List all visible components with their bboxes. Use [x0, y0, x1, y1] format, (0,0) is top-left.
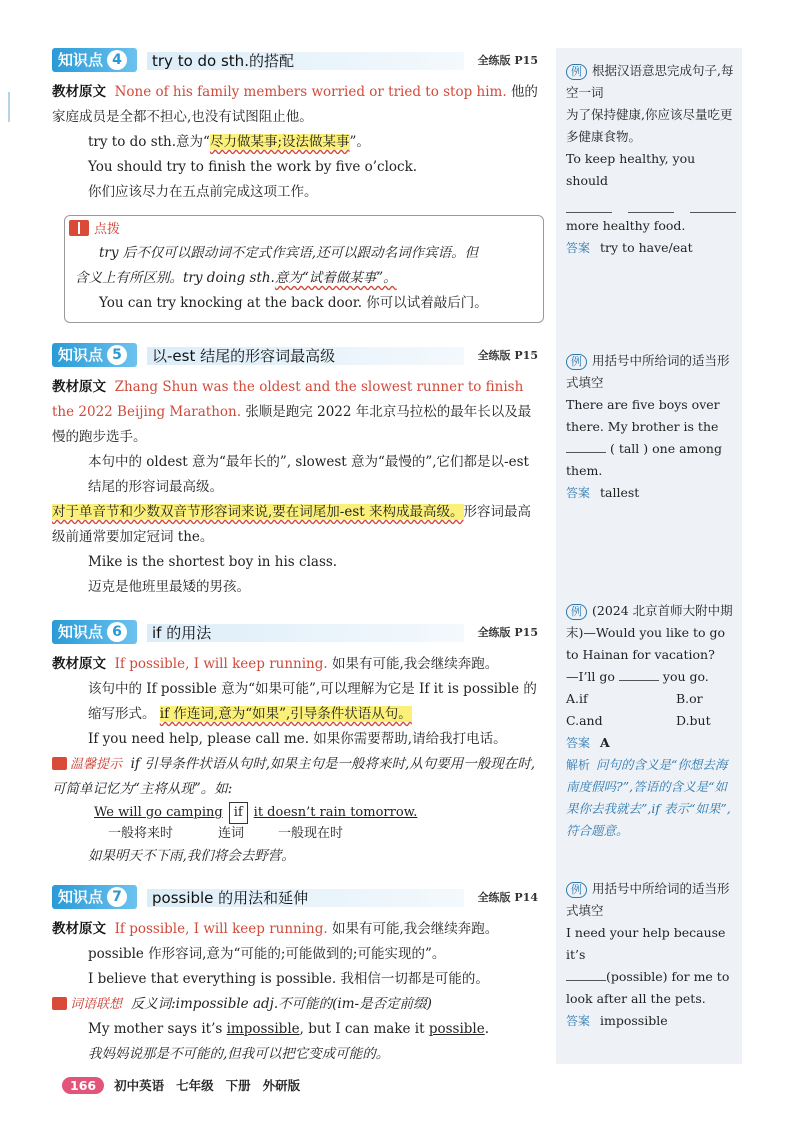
- example-text: more healthy food.: [566, 218, 686, 233]
- footer-subject: 初中英语: [114, 1078, 165, 1093]
- example-text: There are five boys over there. My brother is the: [566, 397, 720, 434]
- example-question: 根据汉语意思完成句子,每空一词: [566, 63, 734, 100]
- answer-label: 答案: [566, 736, 591, 750]
- kp-label: 知识点: [58, 888, 104, 906]
- text: 该句中的 If possible 意为“如果可能”,可以理解为它是 If it is possible 的缩写形式。: [88, 681, 537, 722]
- explanation: 本句中的 oldest 意为“最年长的”, slowest 意为“最慢的”,它们都是以-est 结尾的形容词最高级。: [88, 454, 529, 495]
- kp-badge: [52, 48, 137, 72]
- text: My mother says it’s: [88, 1021, 227, 1037]
- text: .: [484, 1021, 490, 1037]
- example-text: you go.: [662, 669, 709, 684]
- textbook-label: 教材原文: [52, 921, 106, 937]
- textbook-label: 教材原文: [52, 379, 106, 395]
- explanation: [52, 500, 544, 550]
- footer-edition: 外研版: [262, 1078, 301, 1093]
- textbook-original: [52, 652, 544, 677]
- kp-label: 知识点: [58, 51, 104, 69]
- example-chinese: 我妈妈说那是不可能的,但我可以把它变成可能的。: [88, 1046, 390, 1062]
- ref-page: P15: [514, 54, 538, 67]
- kp-number: 4: [107, 50, 127, 70]
- ref-page: P15: [514, 349, 538, 362]
- kp-header: [52, 343, 544, 369]
- option-b: B.or: [676, 691, 703, 706]
- explanation: [52, 130, 544, 155]
- example-text: (possible) for me to look after all the pets.: [566, 969, 730, 1006]
- original-chinese: 他的家庭成员是全都不担心,也没有试图阻止他。: [52, 84, 538, 125]
- answer-blank: [566, 438, 606, 453]
- main-column: [52, 48, 544, 1067]
- example-sentence: If you need help, please call me. 如果你需要帮助,请给我打电话。: [88, 731, 507, 747]
- answer-label: 答案: [566, 1014, 591, 1028]
- ref-prefix: 全练版: [477, 891, 511, 904]
- example-3: [566, 600, 736, 842]
- text: 意为“试着做某事”。: [274, 270, 397, 286]
- explanation-label: 解析: [566, 758, 591, 772]
- example-4: [566, 878, 736, 1032]
- knowledge-point-6: [52, 620, 544, 869]
- option-d: D.but: [676, 713, 711, 728]
- example-2: [566, 350, 736, 504]
- highlight: if 作连词,意为“如果”,引导条件状语从句。: [159, 706, 412, 722]
- rule-label: 连词: [218, 826, 245, 841]
- kp-badge: [52, 343, 137, 367]
- ref-prefix: 全练版: [477, 54, 511, 67]
- text: , but I can make it: [299, 1021, 429, 1037]
- rule-conjunction: if: [229, 802, 248, 824]
- option-a: A.if: [566, 691, 588, 706]
- example-english: You should try to finish the work by five o’clock.: [88, 159, 418, 175]
- original-chinese: 张顺是跑完 2022 年北京马拉松的最年长以及最慢的跑步选手。: [52, 404, 532, 445]
- warm-tip: [52, 752, 544, 802]
- explanation: possible 作形容词,意为“可能的;可能做到的;可能实现的”。: [88, 946, 446, 962]
- kp-ref: [478, 347, 538, 363]
- footer-volume: 下册: [225, 1078, 251, 1093]
- explanation-text: 问句的含义是“你想去海南度假吗?”,答语的含义是“如果你去我就去”,if 表示“如果”,符合题意。: [566, 757, 731, 838]
- tip-example: You can try knocking at the back door. 你可以试着敲后门。: [99, 295, 488, 311]
- kp-badge: [52, 620, 137, 644]
- original-english: Zhang Shun was the oldest and the slowest runner to finish the 2022 Beijing Marathon.: [52, 379, 524, 420]
- answer-label: 答案: [566, 486, 591, 500]
- kp-badge: [52, 885, 137, 909]
- tip-box: [64, 215, 544, 323]
- option-c: C.and: [566, 713, 603, 728]
- answer-text: tallest: [600, 485, 640, 500]
- underlined-word: possible: [428, 1021, 485, 1037]
- example-chinese: 迈克是他班里最矮的男孩。: [88, 579, 250, 595]
- kp-label: 知识点: [58, 623, 104, 641]
- kp-number: 6: [107, 622, 127, 642]
- answer-blank: [566, 966, 606, 981]
- underlined-word: impossible: [226, 1021, 300, 1037]
- example-text: —I’ll go: [566, 669, 615, 684]
- note-text: 反义词:impossible adj.不可能的(im-是否定前缀): [130, 996, 432, 1012]
- example-tag: 例: [566, 354, 587, 370]
- knowledge-point-4: [52, 48, 544, 323]
- example-text: 为了保持健康,你应该尽量吃更多健康食物。: [566, 107, 733, 144]
- textbook-label: 教材原文: [52, 656, 106, 672]
- kp-number: 5: [107, 345, 127, 365]
- ref-prefix: 全练版: [477, 349, 511, 362]
- text: try to do sth.意为“: [88, 134, 210, 150]
- answer-text: try to have/eat: [600, 240, 693, 255]
- knowledge-point-5: [52, 343, 544, 600]
- ref-page: P14: [514, 891, 538, 904]
- example-text: ( tall ) one among them.: [566, 441, 722, 478]
- text: 含义上有所区别。try doing sth.: [75, 270, 275, 286]
- answer-text: A: [600, 735, 610, 750]
- rule-diagram: [52, 802, 544, 844]
- tip-icon: [52, 757, 67, 770]
- example-tag: 例: [566, 604, 587, 620]
- highlight: 对于单音节和少数双音节形容词来说,要在词尾加-est 来构成最高级。: [52, 504, 464, 520]
- example-chinese: 你们应该尽力在五点前完成这项工作。: [88, 184, 318, 200]
- example-tag: 例: [566, 882, 587, 898]
- footer-grade: 七年级: [176, 1078, 214, 1093]
- word-association: [52, 992, 544, 1017]
- tip-title: 点拨: [94, 222, 121, 237]
- note-label: 温馨提示: [70, 757, 123, 772]
- textbook-original: [52, 917, 544, 942]
- textbook-label: 教材原文: [52, 84, 106, 100]
- kp-ref: [478, 889, 538, 905]
- kp-label: 知识点: [58, 346, 104, 364]
- page-number: 166: [62, 1077, 104, 1094]
- example-question: 用括号中所给词的适当形式填空: [566, 881, 730, 918]
- rule-main-clause: We will go camping: [94, 805, 223, 820]
- knowledge-point-7: [52, 885, 544, 1067]
- book-icon: [69, 220, 89, 236]
- kp-title: if 的用法: [152, 624, 212, 642]
- example-question: 用括号中所给词的适当形式填空: [566, 353, 730, 390]
- textbook-original: [52, 375, 544, 450]
- highlight: 尽力做某事;设法做某事: [209, 134, 350, 150]
- kp-title: try to do sth.的搭配: [152, 52, 294, 70]
- kp-ref: [478, 52, 538, 68]
- original-english: If possible, I will keep running.: [114, 921, 328, 937]
- rule-label: 一般将来时: [108, 826, 174, 841]
- example-text: To keep healthy, you should: [566, 151, 696, 188]
- kp-header: [52, 48, 544, 74]
- association-icon: [52, 997, 67, 1010]
- original-english: If possible, I will keep running.: [114, 656, 328, 672]
- original-chinese: 如果有可能,我会继续奔跑。: [331, 921, 499, 937]
- note-label: 词语联想: [70, 997, 123, 1012]
- ref-prefix: 全练版: [477, 626, 511, 639]
- answer-blanks: [566, 198, 736, 213]
- answer-blank: [619, 666, 659, 681]
- ref-page: P15: [514, 626, 538, 639]
- example-english: Mike is the shortest boy in his class.: [88, 554, 338, 570]
- rule-sub-clause: it doesn’t rain tomorrow.: [253, 805, 418, 820]
- page-footer: [62, 1076, 300, 1094]
- rule-translation: 如果明天不下雨,我们将会去野营。: [88, 848, 295, 864]
- kp-ref: [478, 624, 538, 640]
- explanation: [52, 677, 544, 727]
- example-1: [566, 60, 736, 259]
- kp-header: [52, 620, 544, 646]
- example-sidebar: [556, 48, 742, 1064]
- example-question: (2024 北京首师大附中期末)—Would you like to go to Hainan for vacation?: [566, 603, 733, 662]
- original-chinese: 如果有可能,我会继续奔跑。: [331, 656, 499, 672]
- textbook-original: [52, 80, 544, 130]
- answer-label: 答案: [566, 241, 591, 255]
- rule-label: 一般现在时: [278, 826, 344, 841]
- answer-text: impossible: [600, 1013, 668, 1028]
- original-english: None of his family members worried or tried to stop him.: [114, 84, 507, 100]
- example-sentence: I believe that everything is possible. 我相信一切都是可能的。: [88, 971, 489, 987]
- text: 形容词最高级前通常要加定冠词 the。: [52, 504, 531, 545]
- example-sentence: [52, 1017, 544, 1042]
- text: ”。: [349, 134, 370, 150]
- kp-header: [52, 885, 544, 911]
- margin-mark: [8, 92, 10, 122]
- kp-number: 7: [107, 887, 127, 907]
- kp-title: 以-est 结尾的形容词最高级: [152, 347, 336, 365]
- note-text: if 引导条件状语从句时,如果主句是一般将来时,从句要用一般现在时,可简单记忆为“主将从现”。如:: [52, 756, 536, 797]
- example-text: I need your help because it’s: [566, 925, 726, 962]
- tip-text: try 后不仅可以跟动词不定式作宾语,还可以跟动名词作宾语。但: [99, 245, 479, 261]
- example-tag: 例: [566, 64, 587, 80]
- tip-text: [75, 266, 533, 291]
- kp-title: possible 的用法和延伸: [152, 889, 309, 907]
